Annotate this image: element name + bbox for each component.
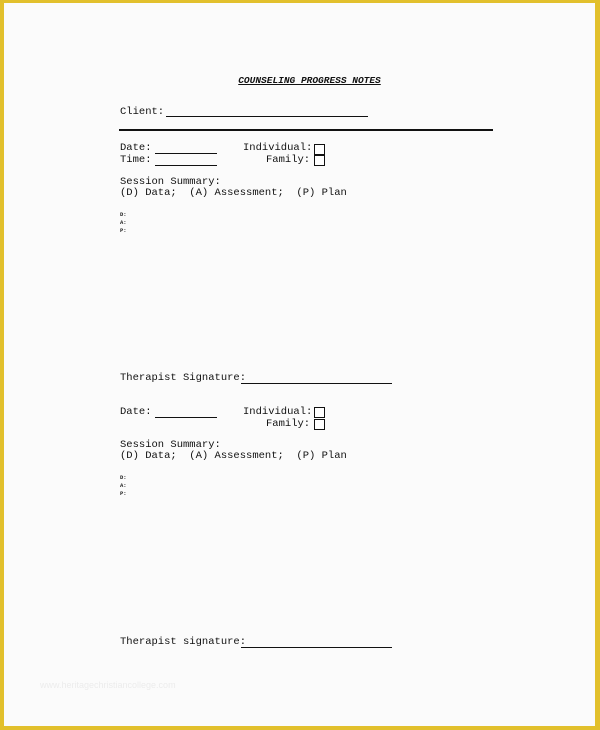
watermark: www.heritagechristiancollege.com (40, 680, 176, 690)
date-field[interactable] (155, 417, 217, 418)
session-summary-legend: (D) Data; (A) Assessment; (P) Plan (120, 450, 347, 462)
time-field[interactable] (155, 165, 217, 166)
client-label: Client: (120, 106, 165, 118)
plan-label: P: (120, 490, 127, 497)
date-field[interactable] (155, 153, 217, 154)
data-label: D: (120, 211, 127, 218)
session-summary-legend: (D) Data; (A) Assessment; (P) Plan (120, 187, 347, 199)
family-label: Family: (266, 418, 311, 430)
date-label: Date: (120, 406, 152, 418)
therapist-signature-field[interactable] (241, 647, 392, 648)
date-label: Date: (120, 142, 152, 154)
assessment-label: A: (120, 219, 127, 226)
therapist-signature-label: Therapist signature: (120, 636, 247, 648)
assessment-label: A: (120, 482, 127, 489)
individual-checkbox[interactable] (314, 144, 325, 155)
individual-checkbox[interactable] (314, 407, 325, 418)
client-field[interactable] (166, 116, 368, 117)
document-page (4, 3, 595, 726)
time-label: Time: (120, 154, 152, 166)
header-divider (119, 129, 493, 131)
family-checkbox[interactable] (314, 155, 325, 166)
individual-label: Individual: (243, 406, 313, 418)
therapist-signature-label: Therapist Signature: (120, 372, 247, 384)
family-label: Family: (266, 154, 311, 166)
data-label: D: (120, 474, 127, 481)
plan-label: P: (120, 227, 127, 234)
document-title: COUNSELING PROGRESS NOTES (238, 75, 381, 86)
individual-label: Individual: (243, 142, 313, 154)
family-checkbox[interactable] (314, 419, 325, 430)
therapist-signature-field[interactable] (241, 383, 392, 384)
session-summary-heading: Session Summary: (120, 176, 221, 188)
session-summary-heading: Session Summary: (120, 439, 221, 451)
